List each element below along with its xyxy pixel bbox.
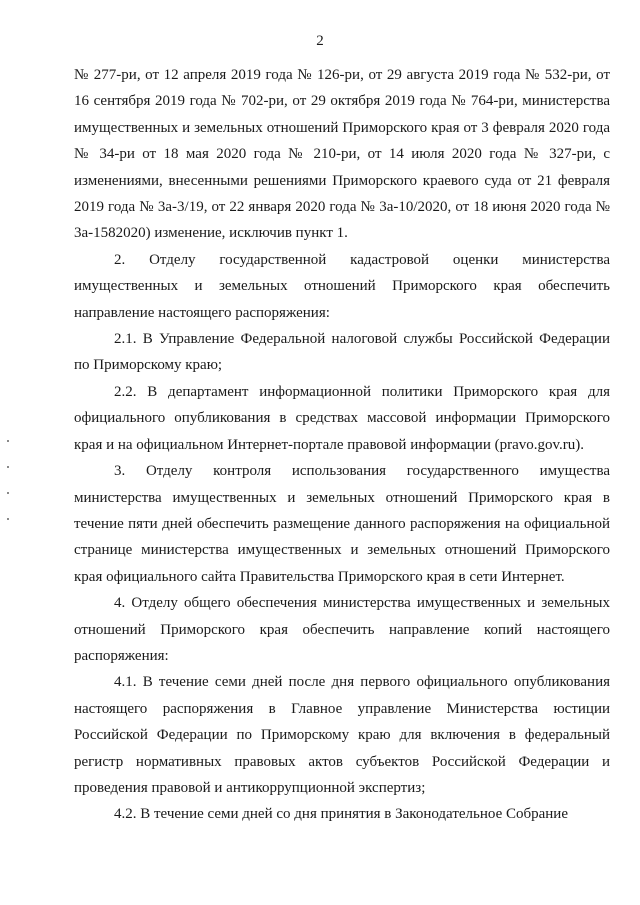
paragraph-continuation: № 277-ри, от 12 апреля 2019 года № 126-ри, от 29 августа 2019 года № 532-ри, от 16 сентября 2019 года № 702-ри, от 29 октября 2019 года № 764-ри, министерства имущественных и земельных отношений Приморского края от 3 февраля 2020 года № 34-ри от 18 мая 2020 года № 210-ри, от 14 июля 2020 года № 327-ри, с изменениями, внесенными решениями Приморского краевого суда от 21 февраля 2019 года № 3а-3/19, от 22 января 2020 года № 3а-10/2020, от 18 июня 2020 года № 3а-1582020) изменение, исключив пункт 1. bbox=[74, 67, 610, 242]
scan-mark bbox=[7, 492, 9, 494]
document-body bbox=[74, 62, 610, 828]
page-number: 2 bbox=[316, 33, 324, 49]
paragraph-item-3: 3. Отделу контроля использования государственного имущества министерства имущественных и земельных отношений Приморского края в течение пяти дней обеспечить размещение данного распоряжения на официальной странице министерства имущественных и земельных отношений Приморского края официального сайта Правительства Приморского края в сети Интернет. bbox=[74, 463, 610, 585]
paragraph-item-2-2: 2.2. В департамент информационной политики Приморского края для официального опубликования в средствах массовой информации Приморского края и на официальном Интернет-портале правовой информации (pravo.gov.ru). bbox=[74, 383, 610, 453]
paragraph-item-2-1: 2.1. В Управление Федеральной налоговой службы Российской Федерации по Приморскому краю; bbox=[74, 331, 610, 374]
margin-scan-marks bbox=[7, 440, 11, 544]
scan-mark bbox=[7, 518, 9, 520]
paragraph-item-4-1: 4.1. В течение семи дней после дня первого официального опубликования настоящего распоряжения в Главное управление Министерства юстиции Российской Федерации по Приморскому краю для включения в федеральный регистр нормативных правовых актов субъектов Российской Федерации и проведения правовой и антикоррупционной экспертиз; bbox=[74, 674, 610, 796]
scan-mark bbox=[7, 440, 9, 442]
paragraph-item-4: 4. Отделу общего обеспечения министерства имущественных и земельных отношений Приморского края обеспечить направление копий настоящего распоряжения: bbox=[74, 595, 610, 664]
scan-mark bbox=[7, 466, 9, 468]
paragraph-item-4-2: 4.2. В течение семи дней со дня принятия в Законодательное Собрание bbox=[114, 806, 568, 823]
paragraph-item-2: 2. Отделу государственной кадастровой оценки министерства имущественных и земельных отношений Приморского края обеспечить направление настоящего распоряжения: bbox=[74, 251, 610, 321]
